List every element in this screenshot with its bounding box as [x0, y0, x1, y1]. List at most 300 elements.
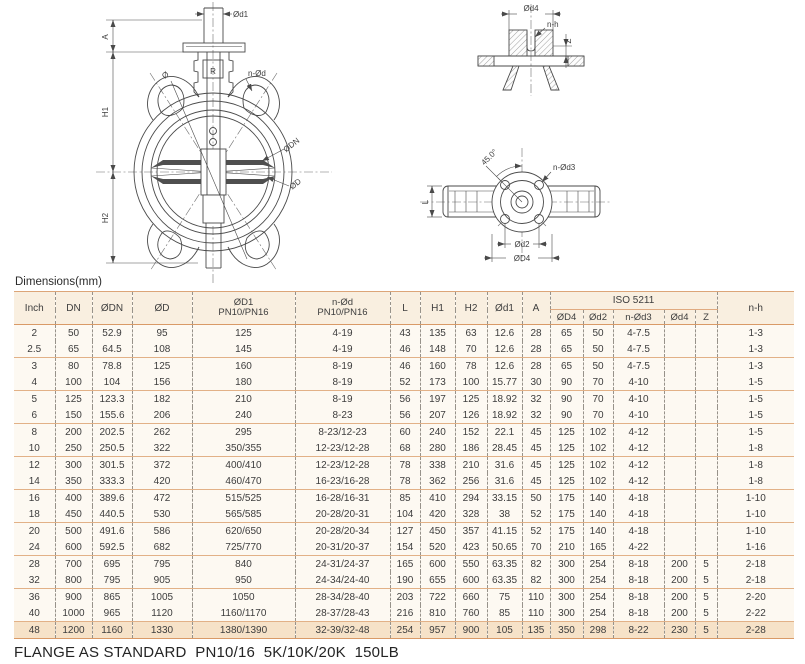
- table-cell: 125: [192, 325, 295, 342]
- table-cell: 18.92: [487, 407, 522, 424]
- boss-dia-label: Ød4: [523, 4, 539, 13]
- table-cell: 250: [55, 440, 92, 457]
- table-cell: 31.6: [487, 473, 522, 490]
- table-cell: [695, 457, 717, 474]
- table-cell: 1160/1170: [192, 605, 295, 622]
- table-cell: 1-10: [717, 490, 794, 507]
- table-cell: 333.3: [92, 473, 132, 490]
- table-cell: 300: [550, 605, 583, 622]
- col-header-line: PN10/PN16: [218, 307, 269, 318]
- table-cell: 127: [390, 523, 420, 540]
- table-cell: 165: [390, 556, 420, 573]
- table-cell: 63.35: [487, 556, 522, 573]
- table-cell: 1-5: [717, 391, 794, 408]
- table-cell: [664, 374, 695, 391]
- table-cell: 125: [550, 440, 583, 457]
- table-cell: 36: [28, 591, 40, 603]
- table-cell: 28-34/28-40: [295, 589, 390, 606]
- table-cell: 1-10: [717, 506, 794, 523]
- table-row: [14, 457, 794, 474]
- table-cell: 200: [664, 589, 695, 606]
- table-cell: 328: [455, 506, 487, 523]
- table-cell: 520: [420, 539, 455, 556]
- table-cell: [695, 523, 717, 540]
- table-cell: [664, 490, 695, 507]
- table-cell: 600: [455, 572, 487, 589]
- table-cell: 460/470: [192, 473, 295, 490]
- table-cell: 5: [695, 556, 717, 573]
- table-cell: 800: [55, 572, 92, 589]
- table-cell: 48: [14, 622, 55, 639]
- table-cell: 75: [487, 589, 522, 606]
- table-cell: 230: [664, 622, 695, 639]
- table-cell: [695, 341, 717, 358]
- table-cell: 760: [455, 605, 487, 622]
- table-cell: 70: [455, 341, 487, 358]
- table-cell: 210: [192, 391, 295, 408]
- col-header-inch: Inch: [14, 292, 55, 325]
- table-cell: [664, 358, 695, 375]
- table-cell: 1-5: [717, 407, 794, 424]
- table-cell: 592.5: [92, 539, 132, 556]
- table-cell: 16-23/16-28: [295, 473, 390, 490]
- table-cell: 95: [132, 325, 192, 342]
- table-cell: 1050: [192, 589, 295, 606]
- table-cell: 28.45: [487, 440, 522, 457]
- valve-top-view: [420, 147, 612, 263]
- flange-standard-note: FLANGE AS STANDARD PN10/16 5K/10K/20K 150LB: [14, 644, 399, 661]
- table-cell: 1330: [132, 622, 192, 639]
- table-cell: 140: [583, 506, 613, 523]
- table-cell: 410: [420, 490, 455, 507]
- table-cell: 254: [583, 605, 613, 622]
- col-header-line: n-Ød: [331, 296, 354, 308]
- table-cell: 900: [55, 589, 92, 606]
- table-cell: 491.6: [92, 523, 132, 540]
- table-cell: 45: [522, 473, 550, 490]
- table-cell: 85: [390, 490, 420, 507]
- table-cell: 65: [550, 358, 583, 375]
- table-row: [14, 490, 794, 507]
- table-cell: 362: [420, 473, 455, 490]
- table-cell: 472: [132, 490, 192, 507]
- table-cell: 301.5: [92, 457, 132, 474]
- table-cell: 41.15: [487, 523, 522, 540]
- table-row: [14, 358, 794, 375]
- col-header-a: A: [522, 292, 550, 325]
- table-cell: 207: [420, 407, 455, 424]
- technical-drawings: [0, 0, 805, 292]
- table-cell: 8-19: [295, 391, 390, 408]
- table-cell: 40: [14, 605, 55, 622]
- table-cell: 300: [550, 572, 583, 589]
- table-cell: 2-18: [717, 572, 794, 589]
- dimensions-table-section: [14, 276, 794, 661]
- table-cell: 210: [550, 539, 583, 556]
- table-cell: [664, 473, 695, 490]
- table-cell: 1120: [132, 605, 192, 622]
- table-cell: [695, 358, 717, 375]
- table-cell: 200: [55, 424, 92, 441]
- table-cell: 4-12: [613, 457, 664, 474]
- col-header-odn: ØDN: [92, 292, 132, 325]
- table-cell: 4-22: [613, 539, 664, 556]
- table-cell: 4-12: [613, 473, 664, 490]
- table-cell: 102: [583, 440, 613, 457]
- table-cell: 110: [522, 605, 550, 622]
- table-cell: 200: [664, 572, 695, 589]
- table-cell: [664, 440, 695, 457]
- flange-dia-label: ØD4: [513, 254, 531, 263]
- table-body: [14, 325, 794, 639]
- table-cell: 2-18: [717, 556, 794, 573]
- table-cell: 4-19: [295, 341, 390, 358]
- table-cell: 600: [55, 539, 92, 556]
- table-cell: 16: [28, 492, 40, 504]
- table-cell: 1-5: [717, 374, 794, 391]
- table-cell: 4-10: [613, 391, 664, 408]
- table-cell: 423: [455, 539, 487, 556]
- pitch-circle-label: Ød2: [514, 240, 530, 249]
- table-cell: 126: [455, 407, 487, 424]
- table-cell: 14: [14, 473, 55, 490]
- table-cell: 300: [55, 457, 92, 474]
- table-cell: [695, 506, 717, 523]
- table-cell: 254: [583, 589, 613, 606]
- table-cell: 182: [132, 391, 192, 408]
- table-cell: 104: [92, 374, 132, 391]
- col-header-od: ØD: [132, 292, 192, 325]
- table-cell: 160: [420, 358, 455, 375]
- table-cell: 20-28/20-31: [295, 506, 390, 523]
- table-cell: [695, 440, 717, 457]
- table-cell: 20: [28, 525, 40, 537]
- table-cell: 38: [487, 506, 522, 523]
- table-cell: 4-7.5: [613, 358, 664, 375]
- table-cell: 70: [583, 374, 613, 391]
- table-cell: 4-7.5: [613, 341, 664, 358]
- table-cell: 45: [522, 457, 550, 474]
- table-cell: 700: [55, 556, 92, 573]
- table-cell: 175: [550, 523, 583, 540]
- table-cell: 5: [695, 572, 717, 589]
- table-cell: 45: [522, 424, 550, 441]
- table-cell: 1005: [132, 589, 192, 606]
- table-cell: 338: [420, 457, 455, 474]
- key-slot-label: n-h: [547, 20, 559, 29]
- table-cell: 125: [55, 391, 92, 408]
- col-header-z: Z: [695, 310, 717, 325]
- table-cell: 256: [455, 473, 487, 490]
- table-cell: 180: [192, 374, 295, 391]
- table-cell: 4-10: [613, 407, 664, 424]
- table-cell: [664, 391, 695, 408]
- table-cell: 28: [522, 325, 550, 342]
- table-cell: 957: [420, 622, 455, 639]
- body-dia-label: ØD: [287, 176, 303, 192]
- table-cell: 24-31/24-37: [295, 556, 390, 573]
- table-cell: 294: [455, 490, 487, 507]
- table-cell: 102: [583, 457, 613, 474]
- table-cell: 1-3: [717, 341, 794, 358]
- table-cell: 200: [664, 556, 695, 573]
- table-cell: 254: [390, 622, 420, 639]
- table-cell: 810: [420, 605, 455, 622]
- table-cell: 440.5: [92, 506, 132, 523]
- table-cell: 2.5: [14, 341, 55, 358]
- col-header-od1-small: Ød1: [487, 292, 522, 325]
- table-cell: 280: [420, 440, 455, 457]
- table-cell: 70: [583, 391, 613, 408]
- table-cell: 52: [522, 523, 550, 540]
- bolt-pattern-label: n-Ød: [248, 69, 266, 78]
- table-cell: 135: [522, 622, 550, 639]
- flange-section-view: [478, 4, 584, 96]
- table-cell: 78: [390, 457, 420, 474]
- table-cell: 28: [522, 341, 550, 358]
- table-cell: 125: [550, 424, 583, 441]
- table-cell: 123.3: [92, 391, 132, 408]
- table-cell: 32: [14, 572, 55, 589]
- table-cell: 240: [420, 424, 455, 441]
- table-cell: 500: [55, 523, 92, 540]
- table-cell: 152: [455, 424, 487, 441]
- table-cell: 200: [664, 605, 695, 622]
- table-cell: 8-18: [613, 572, 664, 589]
- table-cell: [695, 407, 717, 424]
- table-cell: 372: [132, 457, 192, 474]
- table-cell: 46: [390, 341, 420, 358]
- table-cell: 350: [550, 622, 583, 639]
- table-cell: 530: [132, 506, 192, 523]
- table-cell: 50: [522, 490, 550, 507]
- table-row: [14, 391, 794, 408]
- table-row: [14, 440, 794, 457]
- table-cell: 56: [390, 391, 420, 408]
- table-cell: 4-12: [613, 424, 664, 441]
- table-cell: 52: [390, 374, 420, 391]
- table-cell: 8-18: [613, 589, 664, 606]
- table-cell: 8-23: [295, 407, 390, 424]
- table-cell: 2-22: [717, 605, 794, 622]
- table-cell: 18: [14, 506, 55, 523]
- table-cell: 586: [132, 523, 192, 540]
- table-cell: 840: [192, 556, 295, 573]
- table-cell: [695, 325, 717, 342]
- table-cell: 30: [522, 374, 550, 391]
- table-cell: 28-37/28-43: [295, 605, 390, 622]
- table-cell: 104: [390, 506, 420, 523]
- table-cell: 300: [550, 589, 583, 606]
- dim-a-label: A: [101, 34, 110, 40]
- table-cell: 102: [583, 424, 613, 441]
- table-cell: 85: [487, 605, 522, 622]
- table-cell: 450: [420, 523, 455, 540]
- table-cell: 197: [420, 391, 455, 408]
- table-cell: 795: [132, 556, 192, 573]
- table-cell: 795: [92, 572, 132, 589]
- table-cell: 65: [550, 325, 583, 342]
- table-row: [14, 341, 794, 358]
- table-cell: 4-12: [613, 440, 664, 457]
- table-cell: 125: [550, 473, 583, 490]
- table-cell: 12.6: [487, 325, 522, 342]
- table-cell: 33.15: [487, 490, 522, 507]
- col-header-od1: [192, 292, 295, 325]
- table-cell: 65: [550, 341, 583, 358]
- table-cell: 725/770: [192, 539, 295, 556]
- table-cell: 22.1: [487, 424, 522, 441]
- table-cell: 175: [550, 490, 583, 507]
- table-cell: [664, 325, 695, 342]
- table-cell: 300: [550, 556, 583, 573]
- col-header-od2: Ød2: [583, 310, 613, 325]
- disc-dia-label: ØDN: [281, 136, 302, 155]
- table-cell: 660: [455, 589, 487, 606]
- table-cell: [695, 424, 717, 441]
- table-cell: 28: [522, 358, 550, 375]
- table-cell: [664, 523, 695, 540]
- table-cell: 400/410: [192, 457, 295, 474]
- table-cell: 682: [132, 539, 192, 556]
- table-cell: 1-3: [717, 358, 794, 375]
- table-cell: 50: [583, 325, 613, 342]
- table-cell: 82: [522, 572, 550, 589]
- table-cell: 145: [192, 341, 295, 358]
- table-cell: 4-19: [295, 325, 390, 342]
- table-cell: 350: [55, 473, 92, 490]
- table-cell: 1160: [92, 622, 132, 639]
- table-cell: 150: [55, 407, 92, 424]
- table-cell: 64.5: [92, 341, 132, 358]
- table-cell: 108: [132, 341, 192, 358]
- col-group-iso5211: ISO 5211: [550, 292, 717, 310]
- table-cell: 24-34/24-40: [295, 572, 390, 589]
- table-cell: 1380/1390: [192, 622, 295, 639]
- table-cell: 8-23/12-23: [295, 424, 390, 441]
- table-cell: 1-8: [717, 457, 794, 474]
- table-cell: 90: [550, 407, 583, 424]
- table-cell: 722: [420, 589, 455, 606]
- table-cell: 298: [583, 622, 613, 639]
- table-cell: 350/355: [192, 440, 295, 457]
- col-header-nh: n-h: [717, 292, 794, 325]
- table-cell: [695, 473, 717, 490]
- table-cell: 450: [55, 506, 92, 523]
- table-cell: 20-31/20-37: [295, 539, 390, 556]
- table-cell: 105: [487, 622, 522, 639]
- table-row: [14, 622, 794, 639]
- table-cell: 206: [132, 407, 192, 424]
- table-cell: 125: [550, 457, 583, 474]
- table-cell: 46: [390, 358, 420, 375]
- col-header-line: ØD1: [233, 296, 254, 308]
- table-cell: 10: [14, 440, 55, 457]
- table-cell: 550: [455, 556, 487, 573]
- table-cell: 28: [28, 558, 40, 570]
- table-row: [14, 374, 794, 391]
- table-row: [14, 589, 794, 606]
- table-cell: 905: [132, 572, 192, 589]
- table-cell: 4-18: [613, 490, 664, 507]
- mount-holes-label: n-Ød3: [553, 163, 576, 172]
- table-cell: 65: [55, 341, 92, 358]
- table-cell: 135: [420, 325, 455, 342]
- table-cell: 389.6: [92, 490, 132, 507]
- table-cell: 600: [420, 556, 455, 573]
- table-cell: 63: [455, 325, 487, 342]
- table-cell: [664, 424, 695, 441]
- table-cell: 400: [55, 490, 92, 507]
- table-cell: 695: [92, 556, 132, 573]
- table-cell: 80: [55, 358, 92, 375]
- table-cell: 173: [420, 374, 455, 391]
- table-cell: 15.77: [487, 374, 522, 391]
- table-cell: 50: [583, 341, 613, 358]
- table-row: [14, 572, 794, 589]
- table-cell: [695, 539, 717, 556]
- table-cell: 203: [390, 589, 420, 606]
- table-cell: [664, 407, 695, 424]
- table-cell: 4: [14, 374, 55, 391]
- table-cell: [695, 374, 717, 391]
- table-cell: 1-10: [717, 523, 794, 540]
- table-cell: 1000: [55, 605, 92, 622]
- angle-label: 45.0°: [479, 147, 500, 168]
- col-header-nod3: n-Ød3: [613, 310, 664, 325]
- table-cell: 965: [92, 605, 132, 622]
- table-cell: 8-18: [613, 556, 664, 573]
- table-row: [14, 605, 794, 622]
- table-cell: 655: [420, 572, 455, 589]
- table-cell: 900: [455, 622, 487, 639]
- table-cell: 70: [522, 539, 550, 556]
- table-cell: 322: [132, 440, 192, 457]
- table-cell: 250.5: [92, 440, 132, 457]
- table-cell: [695, 490, 717, 507]
- table-cell: 5: [31, 393, 38, 405]
- table-cell: 2-20: [717, 589, 794, 606]
- table-row: [14, 539, 794, 556]
- table-row: [14, 424, 794, 441]
- table-cell: 20-28/20-34: [295, 523, 390, 540]
- table-cell: 254: [583, 556, 613, 573]
- table-cell: 1-8: [717, 440, 794, 457]
- table-cell: 420: [420, 506, 455, 523]
- table-cell: 52: [522, 506, 550, 523]
- table-cell: 125: [455, 391, 487, 408]
- table-cell: 2: [31, 327, 38, 339]
- table-cell: 620/650: [192, 523, 295, 540]
- table-cell: 12.6: [487, 358, 522, 375]
- table-cell: 16-28/16-31: [295, 490, 390, 507]
- dim-h2-label: H2: [101, 212, 110, 224]
- table-cell: 515/525: [192, 490, 295, 507]
- table-cell: 4-18: [613, 523, 664, 540]
- table-cell: [664, 539, 695, 556]
- table-cell: 50: [583, 358, 613, 375]
- table-row: [14, 407, 794, 424]
- col-header-od4-upper: ØD4: [550, 310, 583, 325]
- table-cell: [664, 506, 695, 523]
- stem-dia-label: Ød1: [233, 10, 249, 19]
- table-cell: 68: [390, 440, 420, 457]
- col-header-h2: H2: [455, 292, 487, 325]
- table-cell: 5: [695, 605, 717, 622]
- table-cell: 155.6: [92, 407, 132, 424]
- table-cell: 1-8: [717, 473, 794, 490]
- table-cell: 32: [522, 391, 550, 408]
